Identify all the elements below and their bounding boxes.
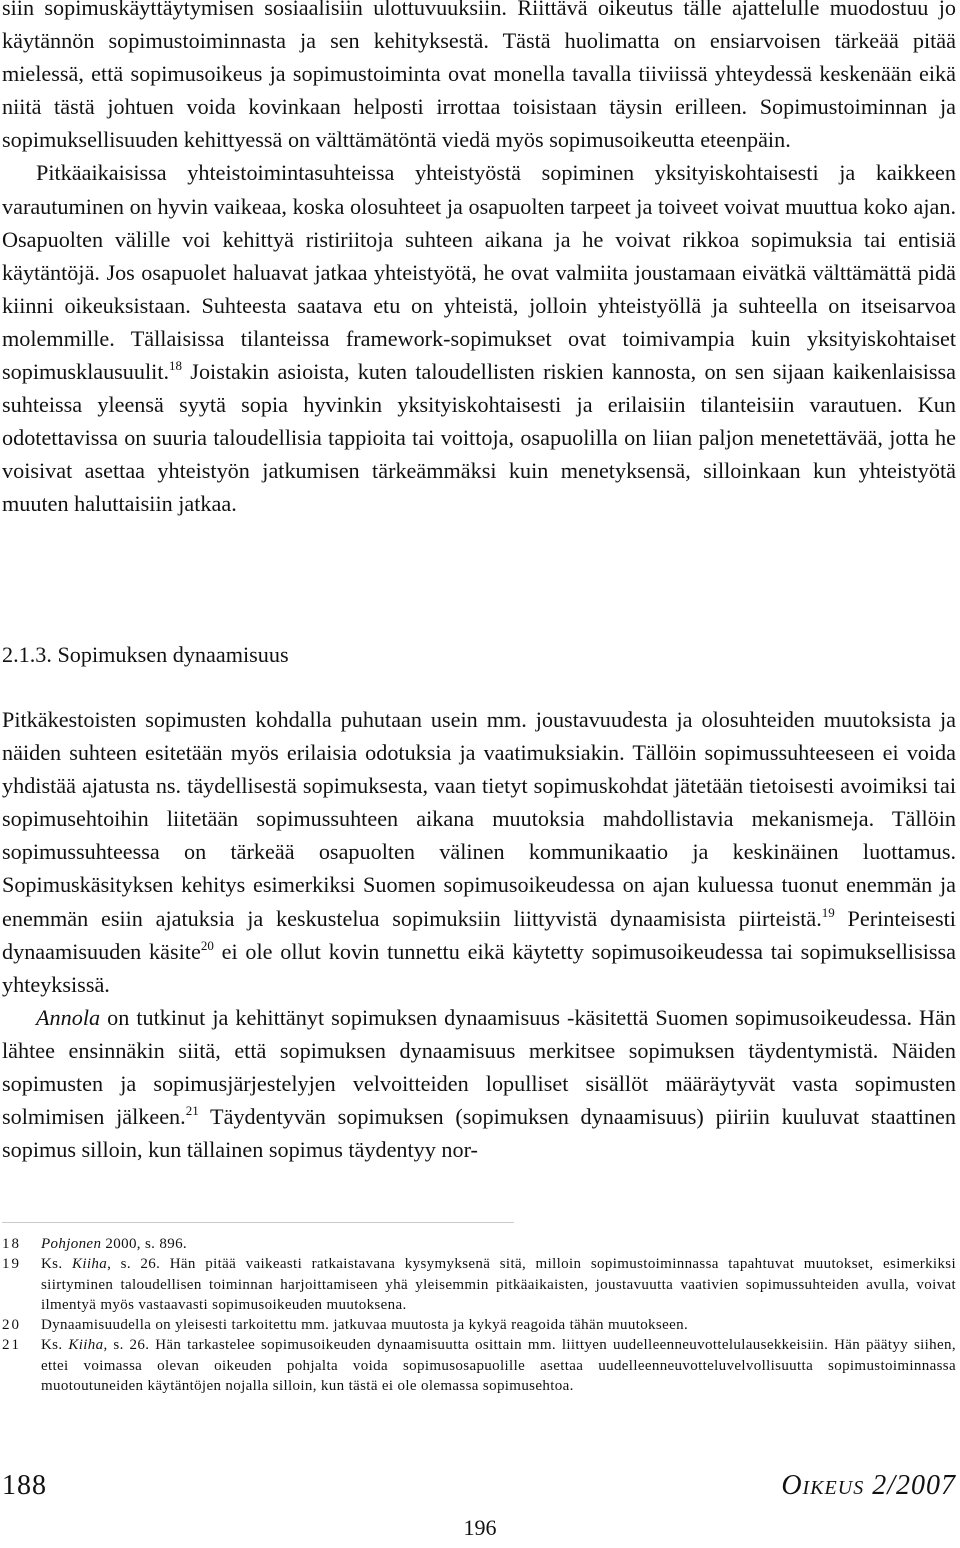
footnote-19: 19 Ks. Kiiha, s. 26. Hän pitää vaikeasti ratkaistavana kysymyksenä sitä, milloin sopimustoiminnassa tapahtuvat muutokset, esimerkiksi siirtyminen taloudellisen toiminnan harjoittamiseen yhä yleisemmin pitkäaikaisten, joustavuutta vaativien sopimussuhteiden avulla, voivat ilmentyä myös vastaavasti sopimusoikeuden muutoksena. xyxy=(2,1256,956,1313)
footnote-21: 21 Ks. Kiiha, s. 26. Hän tarkastelee sopimusoikeuden dynaamisuutta osittain mm. liittyen uudelleenneuvottelulausekkeisiin. Hän päätyy siihen, ettei voimassa olevan oikeuden pohjalta voida sopimusosapuolille asettaa uudelleenneuvotteluvelvollisuutta sopimustoiminnassa muotoutuneiden käytäntöjen nojalla silloin, kun tästä ei ole olemassa sopimusehtoa. xyxy=(2,1337,956,1395)
footnote-20: 20 Dynaamisuudella on yleisesti tarkoitettu mm. jatkuvaa muutosta ja kykyä reagoida tähän muutokseen. xyxy=(2,1315,956,1335)
footnote-ref-19: 19 xyxy=(821,904,835,920)
footnote-number: 18 xyxy=(2,1236,21,1252)
author-name: Annola xyxy=(36,1004,101,1030)
scan-page-number: 196 xyxy=(463,1515,497,1540)
section-heading: 2.1.3. Sopimuksen dynaamisuus xyxy=(2,642,289,667)
journal-title: Oikeus 2/2007 xyxy=(781,1470,956,1501)
paragraph: siin sopimuskäyttäytymisen sosiaalisiin ulottuvuuksiin. Riittävä oikeutus tälle ajattelulle muodostuu jo käytännön sopimustoiminnasta ja sen kehityksestä. Tästä huolimatta on ensiarvoisen tärkeää pitää mielessä, että sopimusoikeus ja sopimustoiminta ovat monella tavalla tiiviissä yhteydessä keskenään eikä niitä tästä johtuen voida kovinkaan helposti irrottaa toisistaan täysin erilleen. Sopimustoiminnan ja sopimuksellisuuden kehittyessä on välttämätöntä viedä myös sopimusoikeutta eteenpäin. xyxy=(2,0,956,153)
footnote-ref-21: 21 xyxy=(185,1103,199,1119)
footnote-18: 18 Pohjonen 2000, s. 896. xyxy=(2,1234,956,1254)
page-number: 188 xyxy=(2,1470,47,1501)
footnote-ref-20: 20 xyxy=(200,937,214,953)
footnote-number: 20 xyxy=(2,1317,21,1334)
paragraph: Annola on tutkinut ja kehittänyt sopimuksen dynaamisuus -käsitettä Suomen sopimusoikeudessa. Hän lähtee ensinnäkin siitä, että sopimuksen dynaamisuus merkitsee sopimuksen täydentymistä. Näiden sopimusten ja sopimusjärjestelyjen velvoitteiden lopulliset sisällöt määräytyvät vasta sopimusten solmimisen jälkeen.$^{21}$ Täydentyvän sopimuksen (sopimuksen dynaamisuus) piiriin kuuluvat staattinen sopimus silloin, kun tällainen sopimus täydentyy nor- xyxy=(2,1004,956,1163)
body-text-top xyxy=(2,0,956,521)
paragraph: Pitkäaikaisissa yhteistoimintasuhteissa yhteistyöstä sopiminen yksityiskohtaisesti ja kaikkeen varautuminen on hyvin vaikeaa, koska olosuhteet ja osapuolten tarpeet ja toiveet voivat muuttua koko ajan. Osapuolten välille voi kehittyä ristiriitoja suhteen aikana ja he voivat rikkoa sopimuksia tai entisiä käytäntöjä. Jos osapuolet haluavat jatkaa yhteistyötä, he ovat valmiita joustamaan eivätkä välttämättä pidä kiinni oikeuksistaan. Suhteesta saatava etu on yhteistä, jolloin yhteistyöllä ja suhteella on itseisarvoa molemmille. Tällaisissa tilanteissa framework-sopimukset ovat toimivampia kuin yksityiskohtaiset sopimusklausuulit.$^{18}$ Joistakin asioista, kuten taloudellisten riskien kannosta, on sen sijaan kaikenlaisissa suhteissa yleensä syytä sopia hyvinkin yksityiskohtaisesti ja erilaisiin tilanteisiin varautuen. Kun odotettavissa on suuria taloudellisia tappioita tai voittoja, osapuolilla on liian paljon menetettävää, jotta he voisivat asettaa yhteistyön jatkumisen tärkeämmäksi kuin menetyksensä, silloinkaan kun yhteistyötä muuten haluttaisiin jatkaa. xyxy=(2,160,956,517)
footnote-ref-18: 18 xyxy=(169,358,183,374)
footnote-number: 21 xyxy=(2,1337,21,1354)
footnote-divider xyxy=(2,1222,514,1223)
body-text-section xyxy=(2,703,956,1166)
footnote-number: 19 xyxy=(2,1256,21,1273)
paragraph: Pitkäkestoisten sopimusten kohdalla puhutaan usein mm. joustavuudesta ja olosuhteiden muutoksista ja näiden suhteen esitetään myös erilaisia odotuksia ja vaatimuksiakin. Tällöin sopimussuhteeseen ei voida yhdistää ajatusta ns. täydellisestä sopimuksesta, vaan tietyt sopimuskohdat jätetään tietoisesti avoimiksi tai sopimusehtoihin liitetään sopimussuhteen aikana muutoksia mahdollistavia mekanismeja. Tällöin sopimussuhteessa on tärkeää osapuolten välinen kommunikaatio ja keskinäinen luottamus. Sopimuskäsityksen kehitys esimerkiksi Suomen sopimusoikeudessa on ajan kuluessa tuonut enemmän ja enemmän esiin ajatuksia ja keskustelua sopimuksiin liittyvistä dynaamisista piirteistä.$^{19}$ Perinteisesti dynaamisuuden käsite$^{20}$ ei ole ollut kovin tunnettu eikä käytetty sopimusoikeudessa tai sopimuksellisissa yhteyksissä. xyxy=(2,707,956,997)
footnotes xyxy=(2,1234,956,1396)
